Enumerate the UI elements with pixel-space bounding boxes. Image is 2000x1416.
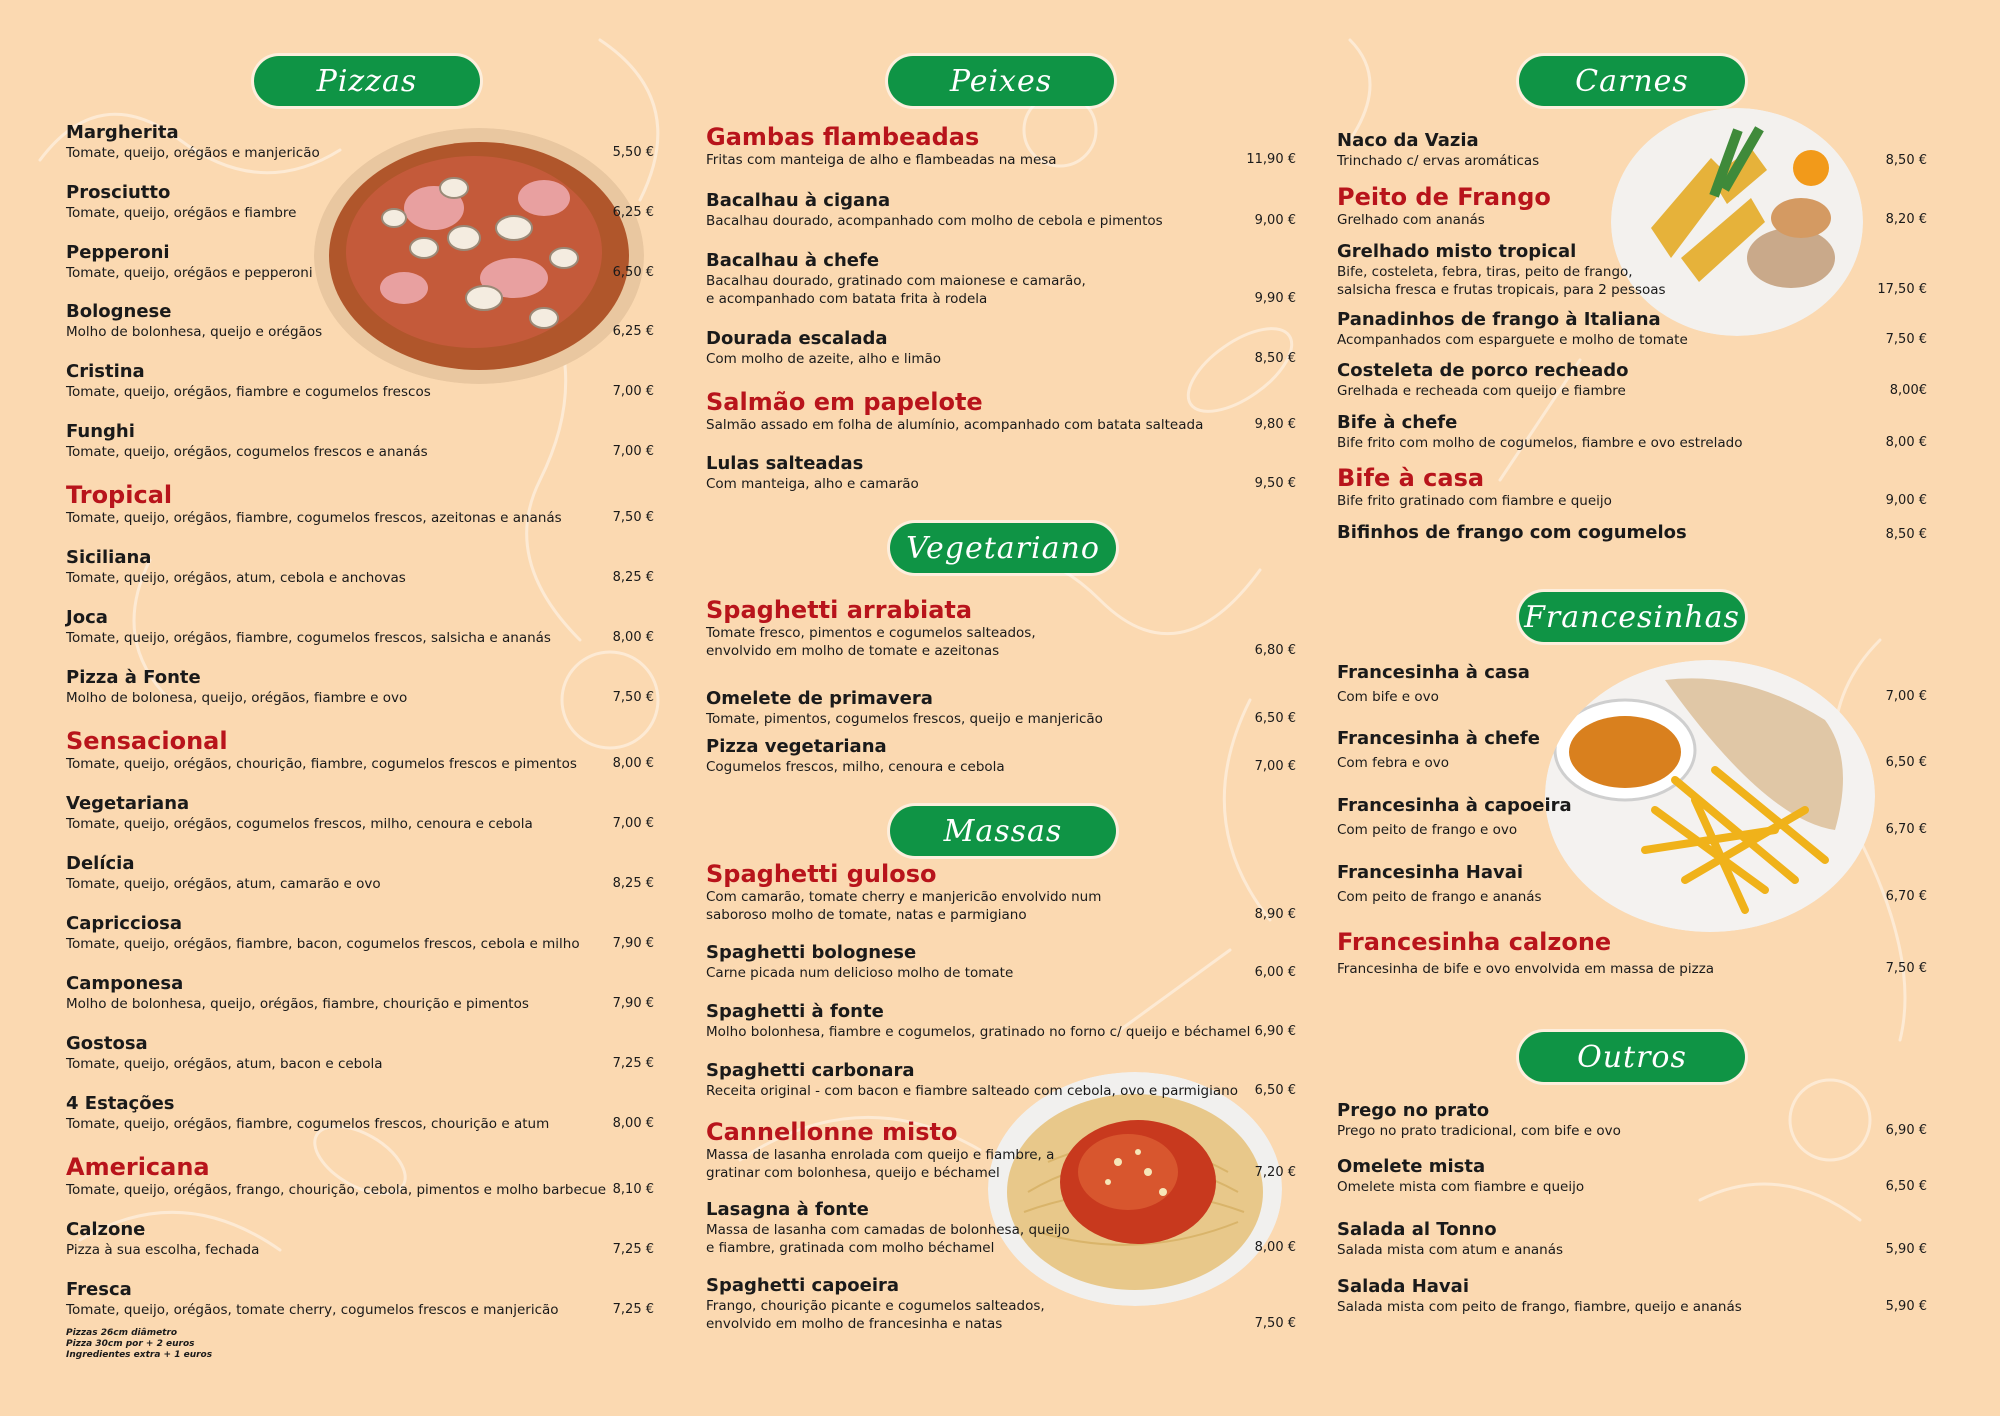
francesinha-item bbox=[1337, 928, 1927, 978]
carne-name: Costeleta de porco recheado bbox=[1337, 360, 1629, 381]
massa-name: Cannellonne misto bbox=[706, 1118, 958, 1146]
pizza-item bbox=[66, 793, 654, 833]
francesinha-description: Com peito de frango e ovo bbox=[1337, 822, 1518, 838]
peixe-description: Salmão assado em folha de alumínio, acompanhado com batata salteada bbox=[706, 417, 1204, 433]
massa-description: Frango, chourição picante e cogumelos salteados, bbox=[706, 1298, 1045, 1314]
massa-price: 6,00 € bbox=[1254, 965, 1296, 980]
outro-price: 5,90 € bbox=[1885, 1242, 1927, 1257]
pizza-price: 7,25 € bbox=[612, 1242, 654, 1257]
carne-name: Bife à casa bbox=[1337, 464, 1485, 492]
pizza-description: Molho de bolonhesa, queijo e orégãos bbox=[66, 324, 323, 340]
vegetariano-name: Pizza vegetariana bbox=[706, 736, 887, 757]
spaghetti-photo bbox=[988, 1072, 1282, 1306]
massas-heading: Massas bbox=[890, 806, 1116, 856]
massa-name: Spaghetti bolognese bbox=[706, 942, 917, 963]
carne-price: 8,00€ bbox=[1889, 383, 1927, 398]
pizza-price: 8,25 € bbox=[612, 876, 654, 891]
pizza-name: Americana bbox=[66, 1153, 210, 1181]
peixe-item bbox=[706, 190, 1296, 230]
pizza-description: Tomate, queijo, orégãos, fiambre, cogumelos frescos, salsicha e ananás bbox=[66, 630, 551, 646]
massa-name: Lasagna à fonte bbox=[706, 1199, 869, 1220]
pizza-item bbox=[66, 1219, 654, 1259]
pizza-name: Sensacional bbox=[66, 727, 228, 755]
pizza-name: Vegetariana bbox=[66, 793, 190, 814]
pizza-description: Tomate, queijo, orégãos e pepperoni bbox=[66, 265, 313, 281]
peixe-item bbox=[706, 388, 1296, 434]
carne-item bbox=[1337, 522, 1927, 544]
massa-description-line2: envolvido em molho de francesinha e natas bbox=[706, 1316, 1003, 1332]
peixe-price: 9,80 € bbox=[1254, 417, 1296, 432]
vegetariano-item bbox=[706, 688, 1296, 728]
pizzas-heading: Pizzas bbox=[254, 56, 480, 106]
pizza-name: Tropical bbox=[66, 481, 173, 509]
francesinha-description: Com febra e ovo bbox=[1337, 755, 1449, 771]
carne-item bbox=[1337, 412, 1927, 452]
massa-price: 8,00 € bbox=[1254, 1240, 1296, 1255]
massa-item bbox=[706, 1118, 1296, 1182]
outros-heading: Outros bbox=[1519, 1032, 1745, 1082]
pizza-price: 7,25 € bbox=[612, 1302, 654, 1317]
pizza-item bbox=[66, 1153, 654, 1199]
pizza-price: 8,00 € bbox=[612, 756, 654, 771]
francesinha-name: Francesinha calzone bbox=[1337, 928, 1612, 956]
pizza-item bbox=[66, 1093, 654, 1133]
francesinha-name: Francesinha à casa bbox=[1337, 662, 1530, 683]
francesinha-description: Com bife e ovo bbox=[1337, 689, 1439, 705]
massa-item bbox=[706, 860, 1296, 924]
pizza-description: Pizza à sua escolha, fechada bbox=[66, 1242, 260, 1258]
pizza-description: Tomate, queijo, orégãos, cogumelos frescos e ananás bbox=[66, 444, 428, 460]
outro-price: 5,90 € bbox=[1885, 1299, 1927, 1314]
francesinha-description: Com peito de frango e ananás bbox=[1337, 889, 1542, 905]
carne-price: 8,50 € bbox=[1885, 153, 1927, 168]
vegetariano-price: 6,50 € bbox=[1254, 711, 1296, 726]
pizza-price: 8,00 € bbox=[612, 1116, 654, 1131]
outro-description: Omelete mista com fiambre e queijo bbox=[1337, 1179, 1585, 1195]
pizza-name: Pizza à Fonte bbox=[66, 667, 201, 688]
peixe-description: Com molho de azeite, alho e limão bbox=[706, 351, 942, 367]
pizza-price: 7,50 € bbox=[612, 510, 654, 525]
pizza-name: Delícia bbox=[66, 853, 135, 874]
carne-price: 9,00 € bbox=[1885, 493, 1927, 508]
massa-price: 6,50 € bbox=[1254, 1083, 1296, 1098]
pizza-price: 7,90 € bbox=[612, 996, 654, 1011]
vegetariano-item bbox=[706, 596, 1296, 660]
pizza-name: Pepperoni bbox=[66, 242, 170, 263]
massa-description-line2: saboroso molho de tomate, natas e parmigiano bbox=[706, 907, 1027, 923]
pizza-description: Tomate, queijo, orégãos, fiambre, cogumelos frescos, chourição e atum bbox=[66, 1116, 550, 1132]
vegetariano-description: Tomate, pimentos, cogumelos frescos, queijo e manjericão bbox=[706, 711, 1103, 727]
pizza-item bbox=[66, 727, 654, 773]
pizza-description: Tomate, queijo, orégãos, atum, bacon e cebola bbox=[66, 1056, 383, 1072]
francesinha-name: Francesinha à chefe bbox=[1337, 728, 1540, 749]
peixe-name: Gambas flambeadas bbox=[706, 123, 980, 151]
vegetariano-description-line2: envolvido em molho de tomate e azeitonas bbox=[706, 643, 1000, 659]
pizza-description: Tomate, queijo, orégãos e fiambre bbox=[66, 205, 297, 221]
pizza-price: 5,50 € bbox=[612, 145, 654, 160]
pizza-name: Fresca bbox=[66, 1279, 132, 1300]
carne-description: Acompanhados com esparguete e molho de tomate bbox=[1337, 332, 1688, 348]
pizza-item bbox=[66, 481, 654, 527]
carne-name: Naco da Vazia bbox=[1337, 130, 1479, 151]
outro-item bbox=[1337, 1100, 1927, 1140]
carne-price: 17,50 € bbox=[1877, 282, 1927, 297]
massa-description: Massa de lasanha com camadas de bolonhesa, queijo bbox=[706, 1222, 1070, 1238]
massa-item bbox=[706, 942, 1296, 982]
pizza-item bbox=[66, 182, 654, 222]
carne-description: Trinchado c/ ervas aromáticas bbox=[1337, 153, 1540, 169]
francesinha-price: 6,50 € bbox=[1885, 755, 1927, 770]
carne-description: Bife frito com molho de cogumelos, fiambre e ovo estrelado bbox=[1337, 435, 1743, 451]
massa-item bbox=[706, 1001, 1296, 1041]
pizza-description: Tomate, queijo, orégãos, chourição, fiambre, cogumelos frescos e pimentos bbox=[66, 756, 577, 772]
francesinha-description: Francesinha de bife e ovo envolvida em massa de pizza bbox=[1337, 961, 1715, 977]
peixe-price: 9,00 € bbox=[1254, 213, 1296, 228]
peixes-heading: Peixes bbox=[888, 56, 1114, 106]
massa-description: Receita original - com bacon e fiambre salteado com cebola, ovo e parmigiano bbox=[706, 1083, 1238, 1099]
pizza-item bbox=[66, 667, 654, 707]
massa-description-line2: e fiambre, gratinada com molho béchamel bbox=[706, 1240, 995, 1256]
carne-price: 7,50 € bbox=[1885, 332, 1927, 347]
francesinha-price: 6,70 € bbox=[1885, 822, 1927, 837]
massa-description: Com camarão, tomate cherry e manjericão envolvido num bbox=[706, 889, 1102, 905]
outro-description: Prego no prato tradicional, com bife e ovo bbox=[1337, 1123, 1621, 1139]
peixe-price: 11,90 € bbox=[1246, 152, 1296, 167]
peixe-description: Com manteiga, alho e camarão bbox=[706, 476, 919, 492]
pizza-description: Tomate, queijo, orégãos, frango, chourição, cebola, pimentos e molho barbecue bbox=[66, 1182, 607, 1198]
peixe-description: Fritas com manteiga de alho e flambeadas na mesa bbox=[706, 152, 1057, 168]
pizza-name: Calzone bbox=[66, 1219, 146, 1240]
francesinha-price: 7,00 € bbox=[1885, 689, 1927, 704]
outro-name: Salada Havai bbox=[1337, 1276, 1469, 1297]
carne-name: Bifinhos de frango com cogumelos bbox=[1337, 522, 1687, 543]
massa-price: 7,50 € bbox=[1254, 1316, 1296, 1331]
outro-name: Omelete mista bbox=[1337, 1156, 1486, 1177]
peixe-price: 9,90 € bbox=[1254, 291, 1296, 306]
pizza-item bbox=[66, 853, 654, 893]
pizza-price: 8,10 € bbox=[612, 1182, 654, 1197]
pizza-price: 6,25 € bbox=[612, 205, 654, 220]
carne-name: Peito de Frango bbox=[1337, 183, 1551, 211]
peixe-price: 8,50 € bbox=[1254, 351, 1296, 366]
pizza-name: Gostosa bbox=[66, 1033, 148, 1054]
francesinhas-heading: Francesinhas bbox=[1519, 592, 1745, 642]
carne-item bbox=[1337, 183, 1927, 229]
peixe-name: Dourada escalada bbox=[706, 328, 888, 349]
francesinha-item bbox=[1337, 662, 1927, 706]
pizza-name: Margherita bbox=[66, 122, 179, 143]
carne-name: Panadinhos de frango à Italiana bbox=[1337, 309, 1661, 330]
pizza-price: 7,90 € bbox=[612, 936, 654, 951]
pizza-name: Funghi bbox=[66, 421, 135, 442]
carne-name: Grelhado misto tropical bbox=[1337, 241, 1577, 262]
pizza-description: Tomate, queijo, orégãos, fiambre, cogumelos frescos, azeitonas e ananás bbox=[66, 510, 562, 526]
carne-description: Bife, costeleta, febra, tiras, peito de frango, bbox=[1337, 264, 1633, 280]
outro-description: Salada mista com peito de frango, fiambre, queijo e ananás bbox=[1337, 1299, 1742, 1315]
pizza-name: Camponesa bbox=[66, 973, 184, 994]
massa-description: Massa de lasanha enrolada com queijo e fiambre, a bbox=[706, 1147, 1055, 1163]
pizza-name: Capricciosa bbox=[66, 913, 183, 934]
carne-name: Bife à chefe bbox=[1337, 412, 1458, 433]
pizza-name: Siciliana bbox=[66, 547, 152, 568]
francesinha-item bbox=[1337, 728, 1927, 772]
peixe-description: Bacalhau dourado, gratinado com maionese e camarão, bbox=[706, 273, 1086, 289]
carne-item bbox=[1337, 360, 1927, 400]
outro-item bbox=[1337, 1156, 1927, 1196]
francesinha-item bbox=[1337, 862, 1927, 906]
pizza-item bbox=[66, 547, 654, 587]
pizza-price: 6,25 € bbox=[612, 324, 654, 339]
note-extra: Ingredientes extra + 1 euros bbox=[66, 1350, 213, 1360]
outro-item bbox=[1337, 1219, 1927, 1259]
massa-item bbox=[706, 1060, 1296, 1100]
vegetariano-name: Spaghetti arrabiata bbox=[706, 596, 973, 624]
outro-description: Salada mista com atum e ananás bbox=[1337, 1242, 1564, 1258]
pizza-notes bbox=[66, 1328, 212, 1361]
pizza-price: 7,25 € bbox=[612, 1056, 654, 1071]
outro-name: Prego no prato bbox=[1337, 1100, 1490, 1121]
carnes-heading: Carnes bbox=[1519, 56, 1745, 106]
massa-name: Spaghetti capoeira bbox=[706, 1275, 900, 1296]
pizza-description: Tomate, queijo, orégãos, tomate cherry, cogumelos frescos e manjericão bbox=[66, 1302, 559, 1318]
peixe-item bbox=[706, 328, 1296, 368]
massa-price: 8,90 € bbox=[1254, 907, 1296, 922]
massa-description: Molho bolonhesa, fiambre e cogumelos, gratinado no forno c/ queijo e béchamel bbox=[706, 1024, 1251, 1040]
note-large-size: Pizza 30cm por + 2 euros bbox=[66, 1339, 195, 1349]
peixe-item bbox=[706, 123, 1296, 169]
pizza-item bbox=[66, 1279, 654, 1319]
pizza-description: Tomate, queijo, orégãos, atum, camarão e ovo bbox=[66, 876, 381, 892]
carne-price: 8,50 € bbox=[1885, 527, 1927, 542]
pizza-description: Tomate, queijo, orégãos e manjericão bbox=[66, 145, 320, 161]
francesinha-name: Francesinha Havai bbox=[1337, 862, 1524, 883]
francesinha-price: 6,70 € bbox=[1885, 889, 1927, 904]
pizza-item bbox=[66, 607, 654, 647]
pizza-name: Prosciutto bbox=[66, 182, 171, 203]
peixe-price: 9,50 € bbox=[1254, 476, 1296, 491]
pizza-description: Tomate, queijo, orégãos, fiambre, bacon, cogumelos frescos, cebola e milho bbox=[66, 936, 580, 952]
carne-price: 8,20 € bbox=[1885, 212, 1927, 227]
peixe-name: Lulas salteadas bbox=[706, 453, 864, 474]
pizza-name: Bolognese bbox=[66, 301, 172, 322]
massa-item bbox=[706, 1199, 1296, 1257]
peixe-description: Bacalhau dourado, acompanhado com molho de cebola e pimentos bbox=[706, 213, 1163, 229]
peixe-item bbox=[706, 250, 1296, 308]
vegetariano-name: Omelete de primavera bbox=[706, 688, 933, 709]
pizza-item bbox=[66, 361, 654, 401]
peixe-name: Bacalhau à chefe bbox=[706, 250, 880, 271]
pizza-price: 8,25 € bbox=[612, 570, 654, 585]
carne-item bbox=[1337, 309, 1927, 349]
pizza-description: Tomate, queijo, orégãos, atum, cebola e anchovas bbox=[66, 570, 406, 586]
pizza-name: Joca bbox=[66, 607, 108, 628]
pizza-description: Molho de bolonhesa, queijo, orégãos, fiambre, chourição e pimentos bbox=[66, 996, 529, 1012]
massa-name: Spaghetti à fonte bbox=[706, 1001, 884, 1022]
pizza-item bbox=[66, 913, 654, 953]
pizza-description: Tomate, queijo, orégãos, fiambre e cogumelos frescos bbox=[66, 384, 431, 400]
pizza-item bbox=[66, 122, 654, 162]
outro-name: Salada al Tonno bbox=[1337, 1219, 1497, 1240]
massa-name: Spaghetti guloso bbox=[706, 860, 937, 888]
peixe-name: Bacalhau à cigana bbox=[706, 190, 891, 211]
massa-item bbox=[706, 1275, 1296, 1333]
francesinha-item bbox=[1337, 795, 1927, 839]
pizza-price: 7,00 € bbox=[612, 384, 654, 399]
pizza-item bbox=[66, 1033, 654, 1073]
francesinha-name: Francesinha à capoeira bbox=[1337, 795, 1572, 816]
massa-description-line2: gratinar com bolonhesa, queijo e béchamel bbox=[706, 1165, 1000, 1181]
pizza-description: Tomate, queijo, orégãos, cogumelos frescos, milho, cenoura e cebola bbox=[66, 816, 533, 832]
outro-price: 6,50 € bbox=[1885, 1179, 1927, 1194]
pizza-name: 4 Estações bbox=[66, 1093, 175, 1114]
carne-description: Grelhado com ananás bbox=[1337, 212, 1485, 228]
carne-description: Bife frito gratinado com fiambre e queijo bbox=[1337, 493, 1612, 509]
pizza-item bbox=[66, 421, 654, 461]
pizza-item bbox=[66, 301, 654, 341]
peixe-description-line2: e acompanhado com batata frita à rodela bbox=[706, 291, 988, 307]
vegetariano-heading: Vegetariano bbox=[890, 523, 1116, 573]
outro-price: 6,90 € bbox=[1885, 1123, 1927, 1138]
carne-price: 8,00 € bbox=[1885, 435, 1927, 450]
francesinha-price: 7,50 € bbox=[1885, 961, 1927, 976]
pizza-price: 6,50 € bbox=[612, 265, 654, 280]
vegetariano-price: 7,00 € bbox=[1254, 759, 1296, 774]
carne-item bbox=[1337, 464, 1927, 510]
carne-description-line2: salsicha fresca e frutas tropicais, para 2 pessoas bbox=[1337, 282, 1666, 298]
vegetariano-price: 6,80 € bbox=[1254, 643, 1296, 658]
carne-item bbox=[1337, 130, 1927, 170]
pizza-price: 7,50 € bbox=[612, 690, 654, 705]
vegetariano-description: Cogumelos frescos, milho, cenoura e cebola bbox=[706, 759, 1005, 775]
massa-price: 6,90 € bbox=[1254, 1024, 1296, 1039]
note-size: Pizzas 26cm diâmetro bbox=[66, 1328, 178, 1338]
vegetariano-item bbox=[706, 736, 1296, 776]
pizza-item bbox=[66, 973, 654, 1013]
massa-description: Carne picada num delicioso molho de tomate bbox=[706, 965, 1014, 981]
pizza-price: 7,00 € bbox=[612, 444, 654, 459]
pizza-name: Cristina bbox=[66, 361, 145, 382]
carne-description: Grelhada e recheada com queijo e fiambre bbox=[1337, 383, 1626, 399]
pizza-price: 8,00 € bbox=[612, 630, 654, 645]
massa-price: 7,20 € bbox=[1254, 1165, 1296, 1180]
outro-item bbox=[1337, 1276, 1927, 1316]
pizza-description: Molho de bolonesa, queijo, orégãos, fiambre e ovo bbox=[66, 690, 408, 706]
pizza-price: 7,00 € bbox=[612, 816, 654, 831]
peixe-name: Salmão em papelote bbox=[706, 388, 983, 416]
carne-item bbox=[1337, 241, 1927, 299]
massa-name: Spaghetti carbonara bbox=[706, 1060, 915, 1081]
peixe-item bbox=[706, 453, 1296, 493]
vegetariano-description: Tomate fresco, pimentos e cogumelos salteados, bbox=[706, 625, 1036, 641]
pizza-item bbox=[66, 242, 654, 282]
